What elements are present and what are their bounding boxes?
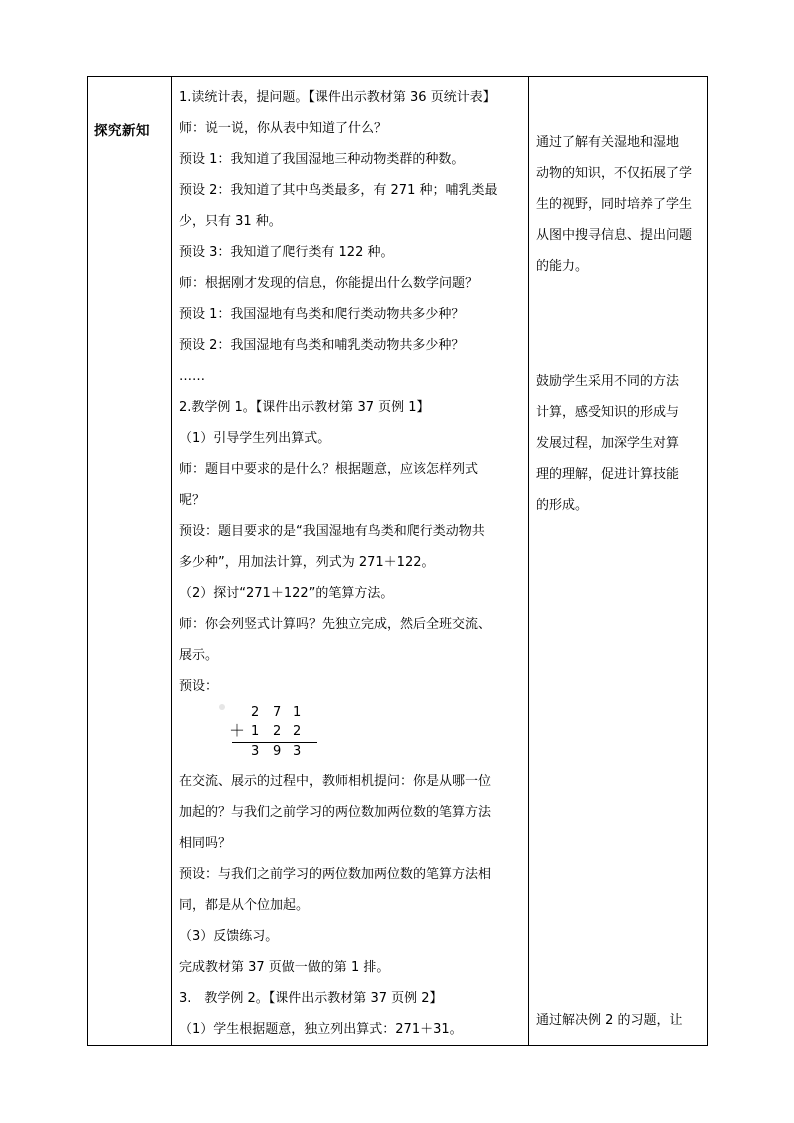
text-line: 在交流、展示的过程中，教师相机提问：你是从哪一位 [179, 774, 492, 789]
digit: 1 [251, 724, 260, 739]
text-line: 少，只有 31 种。 [179, 214, 282, 229]
note-line: 生的视野，同时培养了学生 [536, 197, 693, 212]
text-line: 多少种”，用加法计算，列式为 271＋122。 [179, 555, 435, 570]
note-line: 通过解决例 2 的习题，让 [536, 1013, 683, 1028]
note-line: 鼓励学生采用不同的方法 [536, 374, 680, 389]
text-line: 1.读统计表，提问题。【课件出示教材第 36 页统计表】 [179, 90, 496, 105]
text-line: （2）探讨“271＋122”的笔算方法。 [179, 586, 394, 601]
mark-dot [219, 704, 225, 710]
text-line: 预设 2：我国湿地有鸟类和哺乳类动物共多少种？ [179, 338, 465, 353]
plus-sign: ＋ [229, 721, 246, 740]
note-line: 的形成。 [536, 498, 589, 513]
text-line: 预设 1：我知道了我国湿地三种动物类群的种数。 [179, 152, 465, 167]
text-line: （3）反馈练习。 [179, 929, 279, 944]
digit: 1 [293, 705, 302, 720]
teaching-process-cell [172, 77, 529, 1046]
lesson-table [87, 76, 708, 1046]
text-line: （1）学生根据题意，独立列出算式：271＋31。 [179, 1022, 463, 1037]
text-line: （1）引导学生列出算式。 [179, 431, 331, 446]
text-line: 预设 2：我知道了其中鸟类最多，有 271 种；哺乳类最 [179, 183, 498, 198]
text-line: 预设：题目要求的是“我国湿地有鸟类和爬行类动物共 [179, 524, 485, 539]
section-label-cell [88, 77, 172, 1046]
intent-note-2 [536, 366, 701, 521]
text-line: 预设 1：我国湿地有鸟类和爬行类动物共多少种？ [179, 307, 465, 322]
text-line: …… [179, 369, 205, 384]
digit: 2 [293, 724, 302, 739]
text-line: 同，都是从个位加起。 [179, 898, 310, 913]
text-line: 呢？ [179, 493, 206, 508]
note-line: 动物的知识，不仅拓展了学 [536, 166, 693, 181]
note-line: 从图中搜寻信息、提出问题 [536, 228, 693, 243]
design-intent-cell [529, 77, 708, 1046]
note-line: 的能力。 [536, 259, 589, 274]
table-row [88, 77, 708, 1046]
text-line: 预设： [179, 679, 219, 694]
design-intent [529, 77, 707, 1045]
digit: 3 [293, 744, 302, 759]
digit: 2 [273, 724, 282, 739]
teaching-process [172, 77, 528, 1045]
text-line: 完成教材第 37 页做一做的第 1 排。 [179, 960, 390, 975]
text-line: 3. 教学例 2。【课件出示教材第 37 页例 2】 [179, 991, 443, 1006]
text-line: 预设：与我们之前学习的两位数加两位数的笔算方法相 [179, 867, 492, 882]
sum-line [232, 742, 317, 743]
digit: 3 [251, 744, 260, 759]
intent-note-3 [536, 1005, 701, 1036]
intent-note-1 [536, 127, 701, 282]
text-line: 师：说一说，你从表中知道了什么？ [179, 121, 388, 136]
text-line: 展示。 [179, 648, 219, 663]
digit: 9 [273, 744, 282, 759]
text-line: 师：题目中要求的是什么？根据题意，应该怎样列式 [179, 462, 479, 477]
note-line: 通过了解有关湿地和湿地 [536, 135, 680, 150]
text-line: 师：你会列竖式计算吗？先独立完成，然后全班交流、 [179, 617, 492, 632]
digit: 2 [251, 705, 260, 720]
section-label: 探究新知 [94, 123, 150, 139]
note-line: 计算，感受知识的形成与 [536, 405, 680, 420]
note-line: 理的理解，促进计算技能 [536, 467, 680, 482]
digit: 7 [273, 705, 282, 720]
note-line: 发展过程，加深学生对算 [536, 436, 680, 451]
text-line: 相同吗？ [179, 836, 232, 851]
text-line: 师：根据刚才发现的信息，你能提出什么数学问题？ [179, 276, 479, 291]
text-line: 预设 3：我知道了爬行类有 122 种。 [179, 245, 394, 260]
text-line: 2.教学例 1。【课件出示教材第 37 页例 1】 [179, 400, 430, 415]
vertical-addition [217, 702, 357, 766]
text-line: 加起的？与我们之前学习的两位数加两位数的笔算方法 [179, 805, 492, 820]
